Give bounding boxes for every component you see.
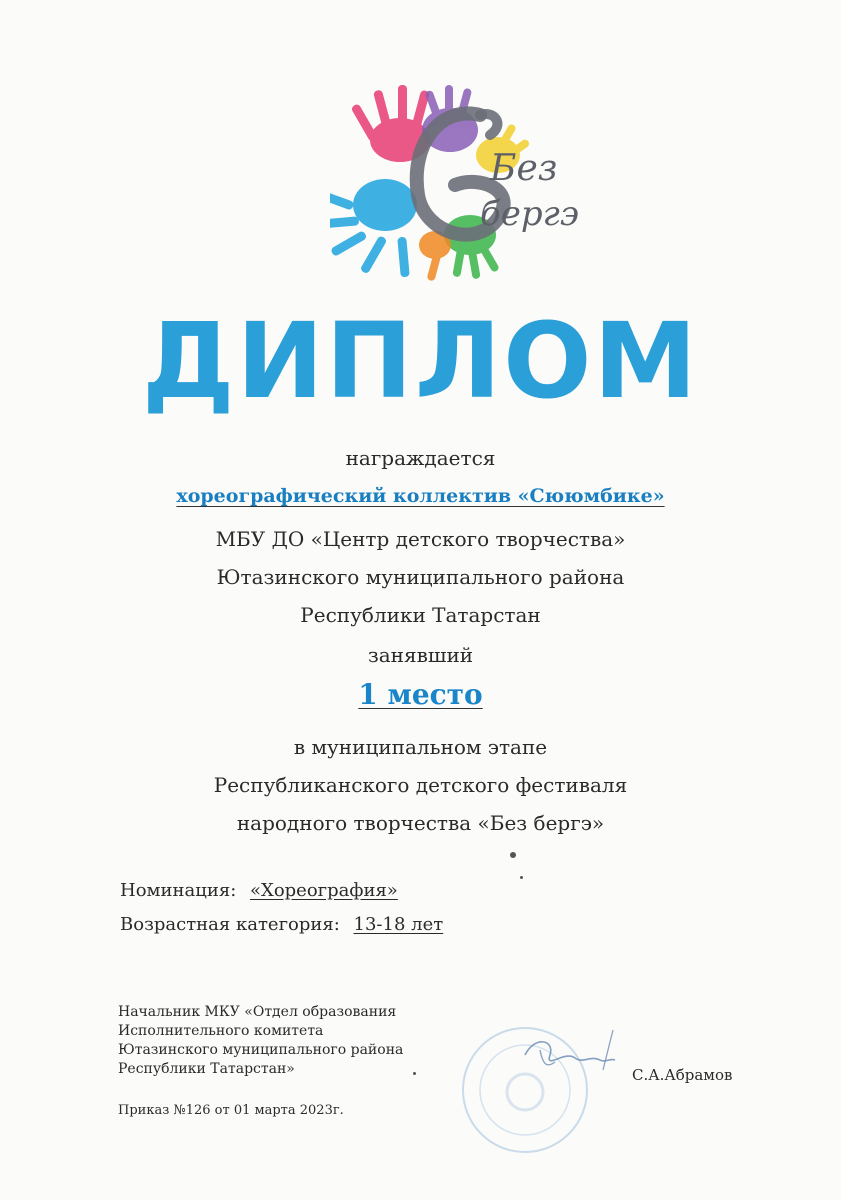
nomination-value: «Хореография» bbox=[250, 880, 398, 901]
scan-speck bbox=[413, 1072, 416, 1075]
logo-word-1: Без bbox=[490, 148, 558, 189]
organization-line-1: МБУ ДО «Центр детского творчества» bbox=[215, 527, 626, 551]
took-text: занявший bbox=[367, 643, 474, 667]
page-title: ДИПЛОМ bbox=[142, 300, 699, 422]
age-category-row bbox=[120, 914, 443, 936]
signer-line-1: Начальник МКУ «Отдел образования bbox=[118, 1004, 397, 1020]
organization-line-3: Республики Татарстан bbox=[300, 603, 541, 627]
stage-line-2: Республиканского детского фестиваля bbox=[213, 773, 628, 797]
organization-line-2: Ютазинского муниципального района bbox=[216, 565, 625, 589]
collective-name-text: хореографический коллектив «Сююмбике» bbox=[176, 485, 665, 507]
signer-name: С.А.Абрамов bbox=[632, 1066, 733, 1084]
signer-line-3: Ютазинского муниципального района bbox=[118, 1042, 404, 1058]
awarded-text: награждается bbox=[345, 446, 496, 470]
signer-line-4: Республики Татарстан» bbox=[118, 1061, 295, 1077]
official-stamp bbox=[455, 1010, 625, 1160]
logo-word-2: бергэ bbox=[480, 194, 579, 234]
orange-hand-icon bbox=[419, 231, 451, 282]
nomination-label: Номинация: bbox=[120, 880, 237, 901]
handwritten-signature bbox=[525, 1042, 615, 1061]
place-award bbox=[0, 678, 841, 712]
age-category-value: 13-18 лет bbox=[353, 914, 444, 935]
age-category-label: Возрастная категория: bbox=[120, 914, 340, 935]
nomination-row bbox=[120, 880, 398, 902]
collective-name bbox=[0, 484, 841, 508]
stage-line-3: народного творчества «Без бергэ» bbox=[236, 811, 605, 835]
stage-line-1: в муниципальном этапе bbox=[293, 735, 548, 759]
signer-block bbox=[118, 1003, 458, 1079]
scan-speck bbox=[520, 876, 523, 879]
scan-speck bbox=[510, 852, 516, 858]
place-award-text: 1 место bbox=[358, 678, 483, 711]
signer-line-2: Исполнительного комитета bbox=[118, 1023, 324, 1039]
hands-logo-image bbox=[330, 85, 580, 285]
festival-logo bbox=[330, 85, 580, 285]
order-reference: Приказ №126 от 01 марта 2023г. bbox=[118, 1103, 344, 1118]
blue-hand-icon bbox=[330, 179, 417, 277]
